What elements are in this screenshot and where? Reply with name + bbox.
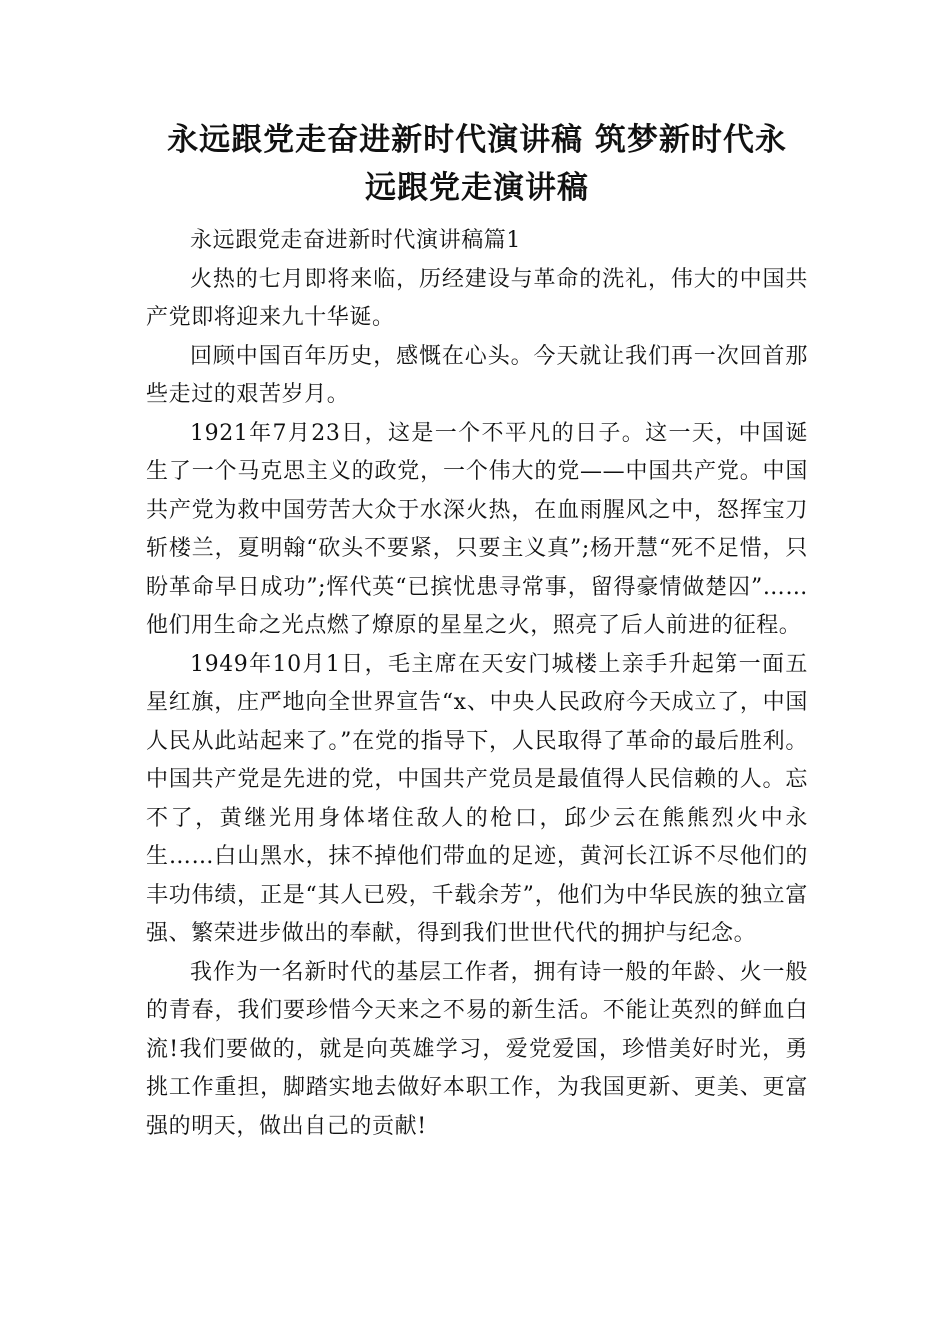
title-line-2: 远跟党走演讲稿 bbox=[365, 170, 589, 206]
body-paragraph: 火热的七月即将来临，历经建设与革命的洗礼，伟大的中国共产党即将迎来九十华诞。 bbox=[146, 266, 808, 330]
document-title bbox=[146, 116, 808, 212]
subtitle-paragraph: 永远跟党走奋进新时代演讲稿篇1 bbox=[190, 228, 521, 253]
body-paragraph: 1921年7月23日，这是一个不平凡的日子。这一天，中国诞生了一个马克思主义的政党，一个伟大的党——中国共产党。中国共产党为救中国劳苦大众于水深火热，在血雨腥风之中，怒挥宝刀斩楼兰，夏明翰“砍头不要紧，只要主义真”;杨开慧“死不足惜，只盼革命早日成功”;恽代英“已摈忧患寻常事，留得豪情做楚囚”……他们用生命之光点燃了燎原的星星之火，照亮了后人前进的征程。 bbox=[146, 420, 808, 638]
body-paragraph: 1949年10月1日，毛主席在天安门城楼上亲手升起第一面五星红旗，庄严地向全世界宣告“x、中央人民政府今天成立了，中国人民从此站起来了。”在党的指导下，人民取得了革命的最后胜利。中国共产党是先进的党，中国共产党员是最值得人民信赖的人。忘不了，黄继光用身体堵住敌人的枪口，邱少云在熊熊烈火中永生……白山黑水，抹不掉他们带血的足迹，黄河长江诉不尽他们的丰功伟绩，正是“其人已殁，千载余芳”，他们为中华民族的独立富强、繁荣进步做出的奉献，得到我们世世代代的拥护与纪念。 bbox=[146, 651, 808, 946]
body-paragraph: 回顾中国百年历史，感慨在心头。今天就让我们再一次回首那些走过的艰苦岁月。 bbox=[146, 343, 808, 407]
body-paragraph: 我作为一名新时代的基层工作者，拥有诗一般的年龄、火一般的青春，我们要珍惜今天来之不易的新生活。不能让英烈的鲜血白流!我们要做的，就是向英雄学习，爱党爱国，珍惜美好时光，勇挑工作重担，脚踏实地去做好本职工作，为我国更新、更美、更富强的明天，做出自己的贡献! bbox=[146, 959, 808, 1139]
document-body bbox=[146, 222, 808, 1146]
title-line-1: 永远跟党走奋进新时代演讲稿 筑梦新时代永 bbox=[167, 122, 787, 158]
document-page bbox=[146, 116, 808, 1146]
